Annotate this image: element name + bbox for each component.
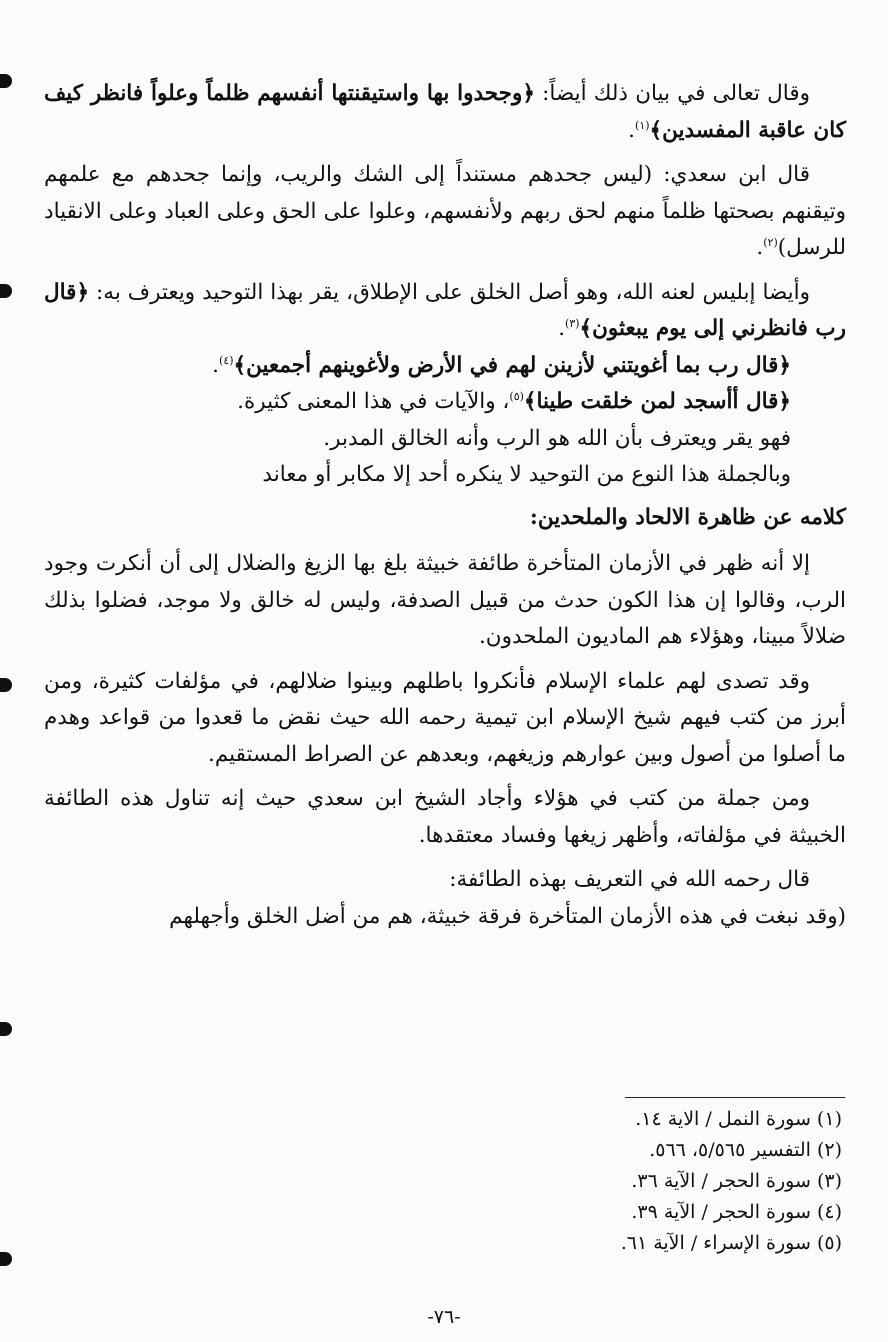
footnote: (٢) التفسير ٥/٥٦٥، ٥٦٦.: [649, 1139, 842, 1161]
footnote-ref: (٢): [763, 235, 778, 249]
section-heading: كلامه عن ظاهرة الالحاد والملحدين:: [529, 504, 846, 530]
text-run: .: [756, 235, 764, 260]
text-run: .: [212, 352, 220, 378]
footnote-ref: (١): [635, 118, 650, 132]
footnote-ref: (٥): [509, 389, 524, 403]
footnotes: [380, 1104, 842, 1259]
footnote: (٣) سورة الحجر / الآية ٣٦.: [631, 1170, 842, 1192]
footnote: (١) سورة النمل / الاية ١٤.: [635, 1108, 842, 1130]
binding-mark: [0, 678, 12, 692]
binding-mark: [0, 1022, 12, 1036]
paragraph-quran-denial: [44, 76, 846, 149]
quran-quote: ﴿قال رب فانظرني إلى يوم يبعثون﴾: [44, 279, 846, 341]
footnote-divider: [625, 1097, 845, 1098]
indented-line: [44, 348, 846, 385]
text-run: .: [558, 316, 566, 341]
indented-line: [44, 384, 846, 421]
footnote: (٤) سورة الحجر / الآية ٣٩.: [631, 1201, 842, 1223]
binding-mark: [0, 284, 12, 298]
binding-mark: [0, 1252, 12, 1266]
paragraph-ibn-saadi: ومن جملة من كتب في هؤلاء وأجاد الشيخ ابن سعدي حيث إنه تناول هذه الطائفة الخبيثة في مؤلفاته، وأظهر زيغها وفساد معتقدها.: [44, 786, 846, 848]
quran-quote: ﴿وجحدوا بها واستيقنتها أنفسهم ظلماً وعلواً فانظر كيف كان عاقبة المفسدين﴾: [44, 81, 846, 143]
indented-line: فهو يقر ويعترف بأن الله هو الرب وأنه الخالق المدبر.: [323, 425, 791, 451]
paragraph-scholars: وقد تصدى لهم علماء الإسلام فأنكروا باطلهم وبينوا ضلالهم، في مؤلفات كثيرة، ومن أبرز من كتب فيهم شيخ الإسلام ابن تيمية رحمه الله حيث نقض ما قعدوا من قواعد وهدم ما أصلوا من أصول وبين عوارهم وزيغهم، وبعدهم عن الصراط المستقيم.: [44, 668, 846, 767]
text-run: وأيضا إبليس لعنه الله، وهو أصل الخلق على الإطلاق، يقر بهذا التوحيد ويعترف به:: [89, 279, 810, 305]
paragraph-iblis: [44, 275, 846, 348]
text-run: وقال تعالى في بيان ذلك أيضاً:: [534, 81, 810, 106]
paragraph-atheists: إلا أنه ظهر في الأزمان المتأخرة طائفة خبيثة بلغ بها الزيغ والضلال إلى أن أنكرت وجود الرب، وقالوا إن هذا الكون حدث من قبيل الصدفة، وليس له خالق ولا موجد، فضلوا بذلك ضلالاً مبينا، وهؤلاء هم الماديون الملحدون.: [44, 551, 846, 649]
text-run: قال ابن سعدي: (ليس جحدهم مستنداً إلى الشك والريب، وإنما جحدهم مع علمهم وتيقنهم بصحتها ظلماً منهم لحق ربهم ولأنفسهم، وعلوا على الحق وعلى العباد وعلى الانقياد للرسل): [44, 162, 846, 260]
indented-line: وبالجملة هذا النوع من التوحيد لا ينكره أحد إلا مكابر أو معاند: [262, 462, 791, 487]
text-run: .: [628, 117, 636, 143]
quran-quote: ﴿قال رب بما أغويتني لأزينن لهم في الأرض ولأغوينهم أجمعين﴾: [233, 352, 791, 378]
binding-mark: [0, 74, 12, 88]
quran-quote: ﴿قال أأسجد لمن خلقت طينا﴾: [523, 389, 791, 414]
footnote-ref: (٣): [565, 316, 580, 330]
closing-line: قال رحمه الله في التعريف بهذه الطائفة:: [449, 867, 810, 892]
footnote-ref: (٤): [219, 353, 234, 367]
paragraph-ibn-saadi-quote: [44, 157, 846, 267]
footnote: (٥) سورة الإسراء / الآية ٦١.: [620, 1232, 842, 1254]
page-number: -٧٦-: [427, 1306, 461, 1328]
main-text: [44, 76, 846, 935]
text-run: ، والآيات في هذا المعنى كثيرة.: [237, 389, 510, 414]
closing-quote-start: (وقد نبغت في هذه الأزمان المتأخرة فرقة خبيثة، هم من أضل الخلق وأجهلهم: [169, 903, 846, 929]
